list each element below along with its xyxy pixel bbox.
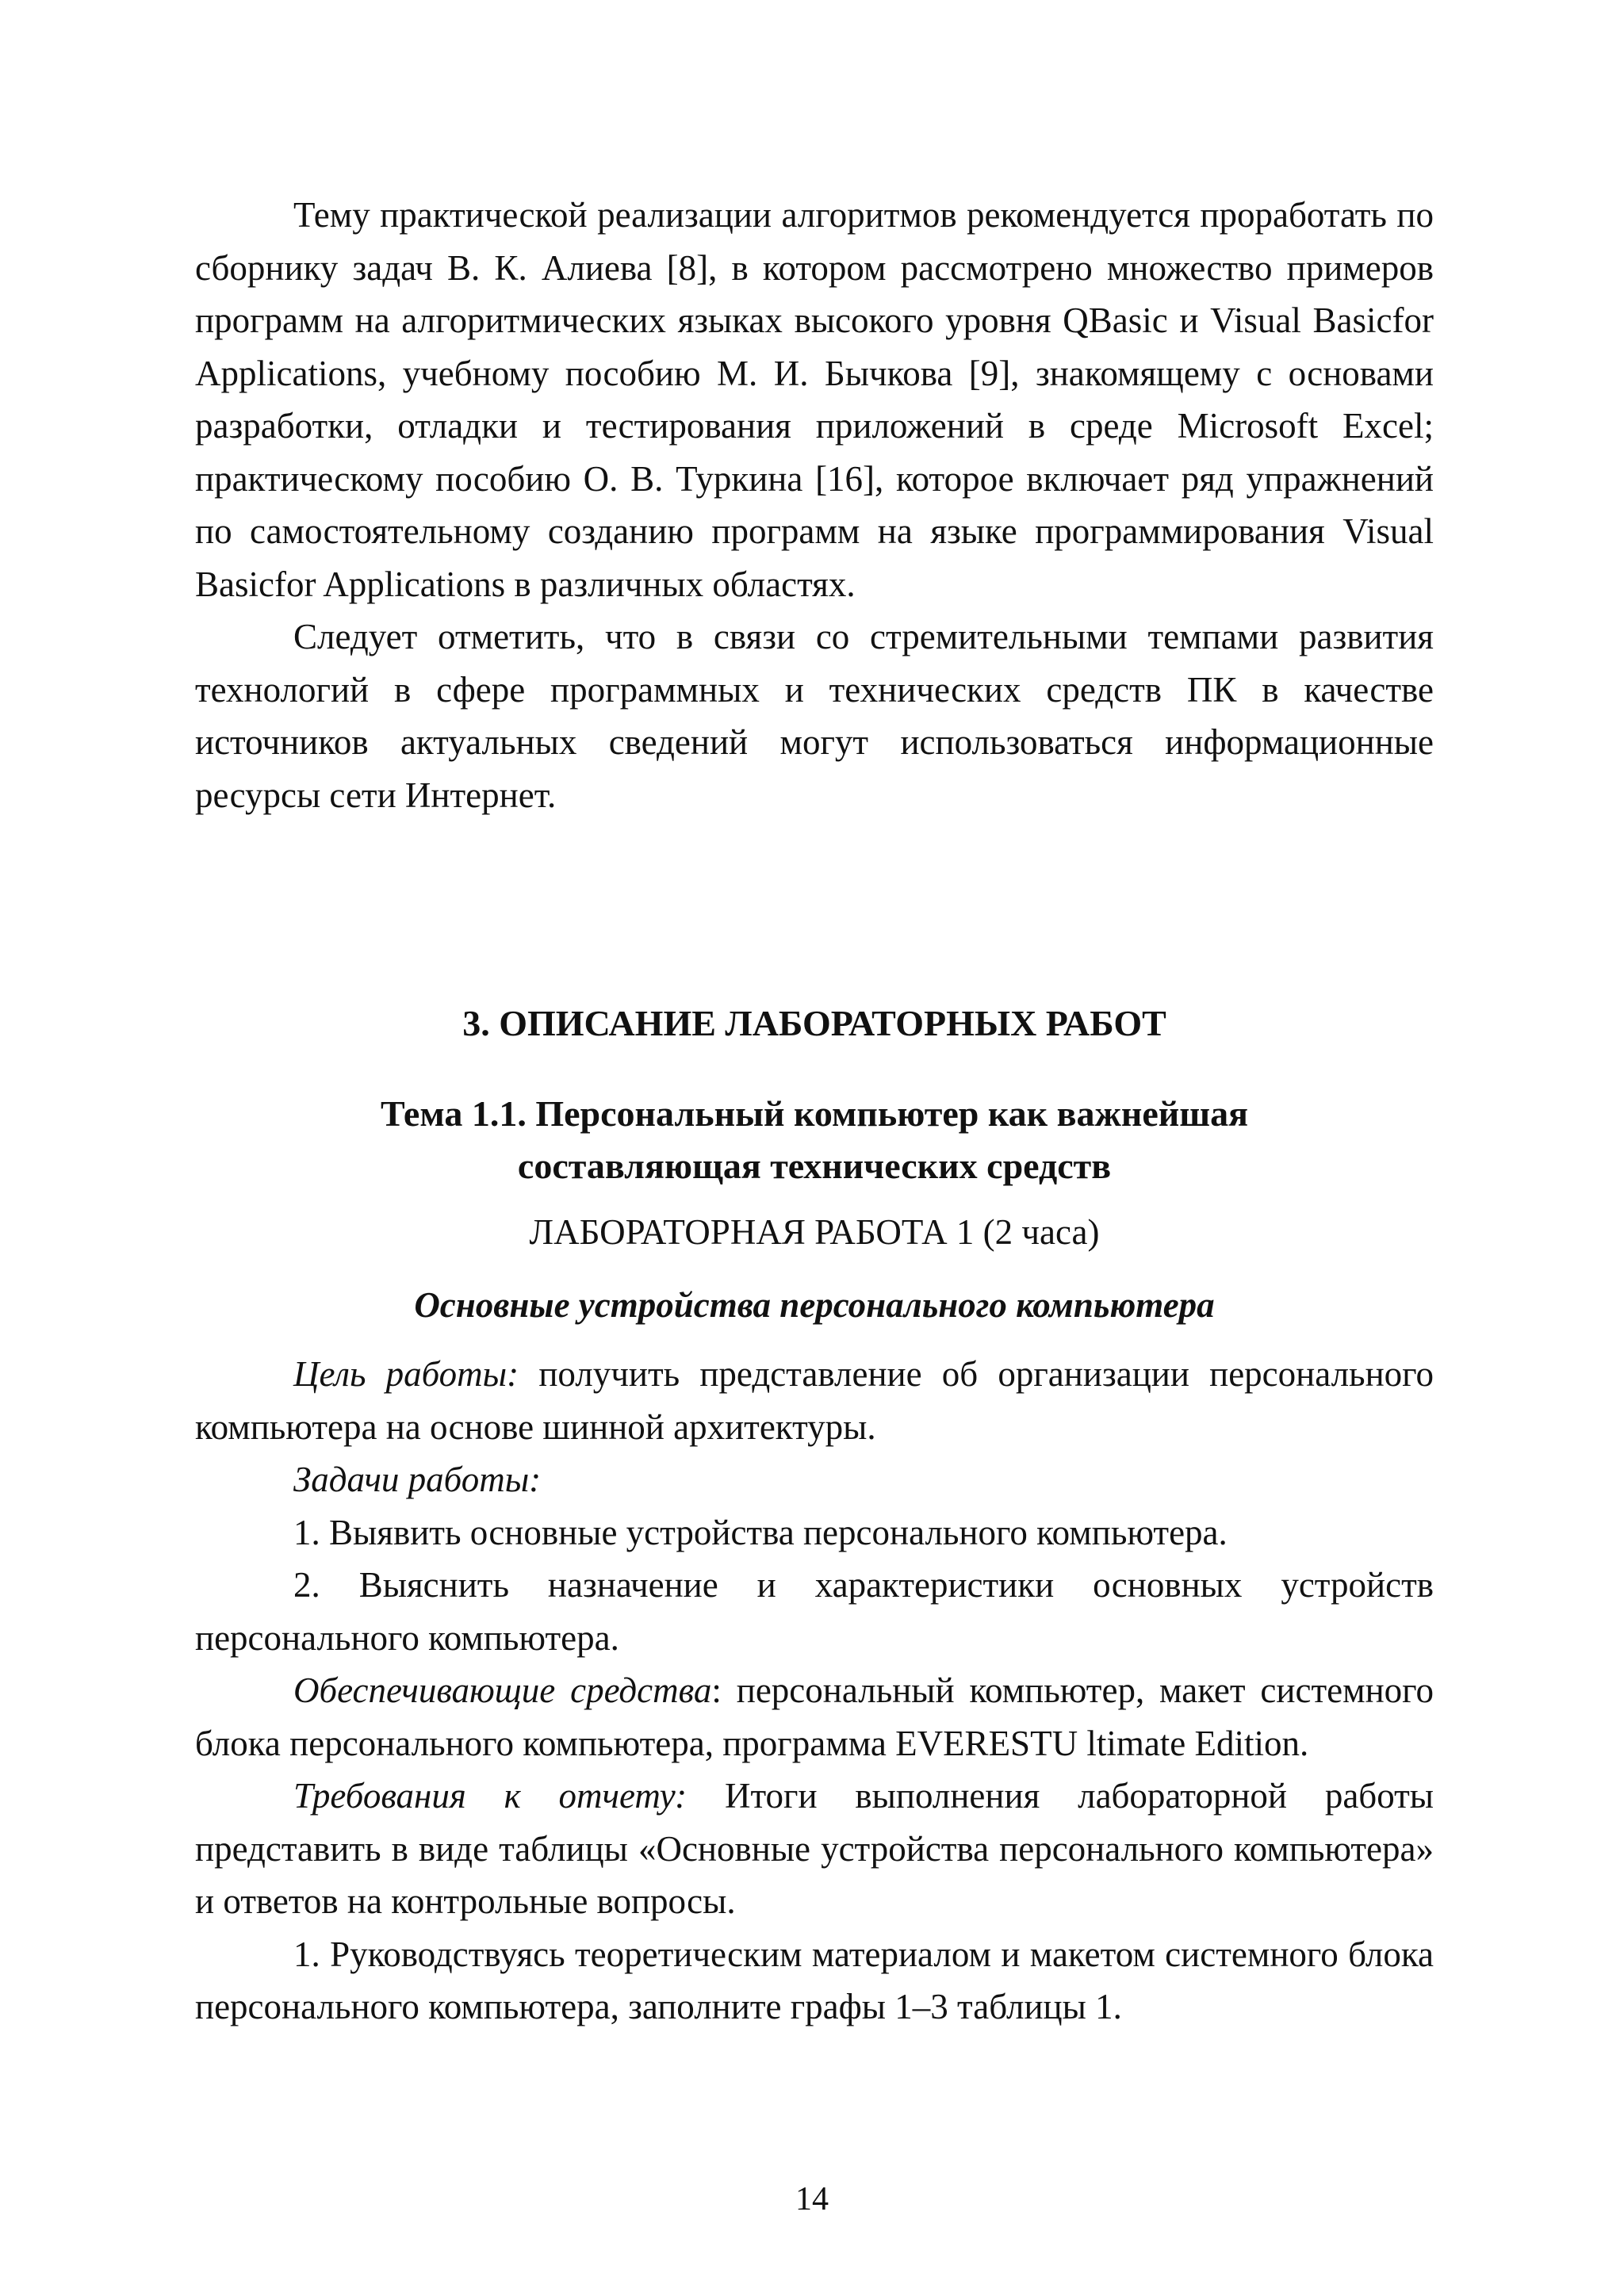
goal-text: получить представление об организации персонального компьютера на основе шинной архитектуры. bbox=[195, 1354, 1434, 1447]
tasks-label: Задачи работы: bbox=[293, 1460, 542, 1499]
report-text: Итоги выполнения лабораторной работы представить в виде таблицы «Основные устройства персонального компьютера» и ответов на контрольные вопросы. bbox=[195, 1776, 1434, 1921]
goal-label: Цель работы: bbox=[293, 1354, 519, 1394]
goal-paragraph bbox=[195, 1348, 1434, 1453]
section-heading: 3. ОПИСАНИЕ ЛАБОРАТОРНЫХ РАБОТ bbox=[462, 1003, 1166, 1043]
topic-heading bbox=[195, 1088, 1434, 1192]
step-1: 1. Руководствуясь теоретическим материалом и макетом системного блока персонального компьютера, заполните графы 1–3 таблицы 1. bbox=[195, 1934, 1434, 2026]
report-label: Требования к отчету: bbox=[293, 1776, 688, 1816]
task-1: 1. Выявить основные устройства персонального компьютера. bbox=[293, 1512, 1228, 1552]
means-paragraph bbox=[195, 1664, 1434, 1770]
topic-heading-line-1: Тема 1.1. Персональный компьютер как важнейшая bbox=[380, 1093, 1248, 1134]
means-label: Обеспечивающие средства bbox=[293, 1670, 712, 1710]
lab-description bbox=[195, 1348, 1434, 2034]
lab-subtitle: Основные устройства персонального компьютера bbox=[414, 1285, 1215, 1325]
intro-paragraph-2: Следует отметить, что в связи со стремительными темпами развития технологий в сфере программных и технических средств ПК в качестве источников актуальных сведений могут использоваться информационные ресурсы сети Интернет. bbox=[195, 617, 1434, 815]
means-text: : персональный компьютер, макет системного блока персонального компьютера, программа EVERESTU ltimate Edition. bbox=[195, 1670, 1434, 1763]
task-2: 2. Выяснить назначение и характеристики основных устройств персонального компьютера. bbox=[195, 1565, 1434, 1658]
intro-text bbox=[195, 189, 1434, 821]
page-number: 14 bbox=[795, 2181, 829, 2218]
intro-paragraph-1: Тему практической реализации алгоритмов рекомендуется проработать по сборнику задач В. К. Алиева [8], в котором рассмотрено множество примеров программ на алгоритмических языках высокого уровня QBasic и Visual Basicfor Applications, учебному пособию М. И. Бычкова [9], знакомящему с основами разработки, отладки и тестирования приложений в среде Microsoft Excel; практическому пособию О. В. Туркина [16], которое включает ряд упражнений по самостоятельному созданию программ на языке программирования Visual Basicfor Applications в различных областях. bbox=[195, 195, 1434, 604]
report-paragraph bbox=[195, 1770, 1434, 1928]
tasks-paragraph bbox=[195, 1453, 1434, 1506]
topic-heading-line-2: составляющая технических средств bbox=[517, 1146, 1112, 1186]
lab-title: ЛАБОРАТОРНАЯ РАБОТА 1 (2 часа) bbox=[529, 1212, 1100, 1252]
